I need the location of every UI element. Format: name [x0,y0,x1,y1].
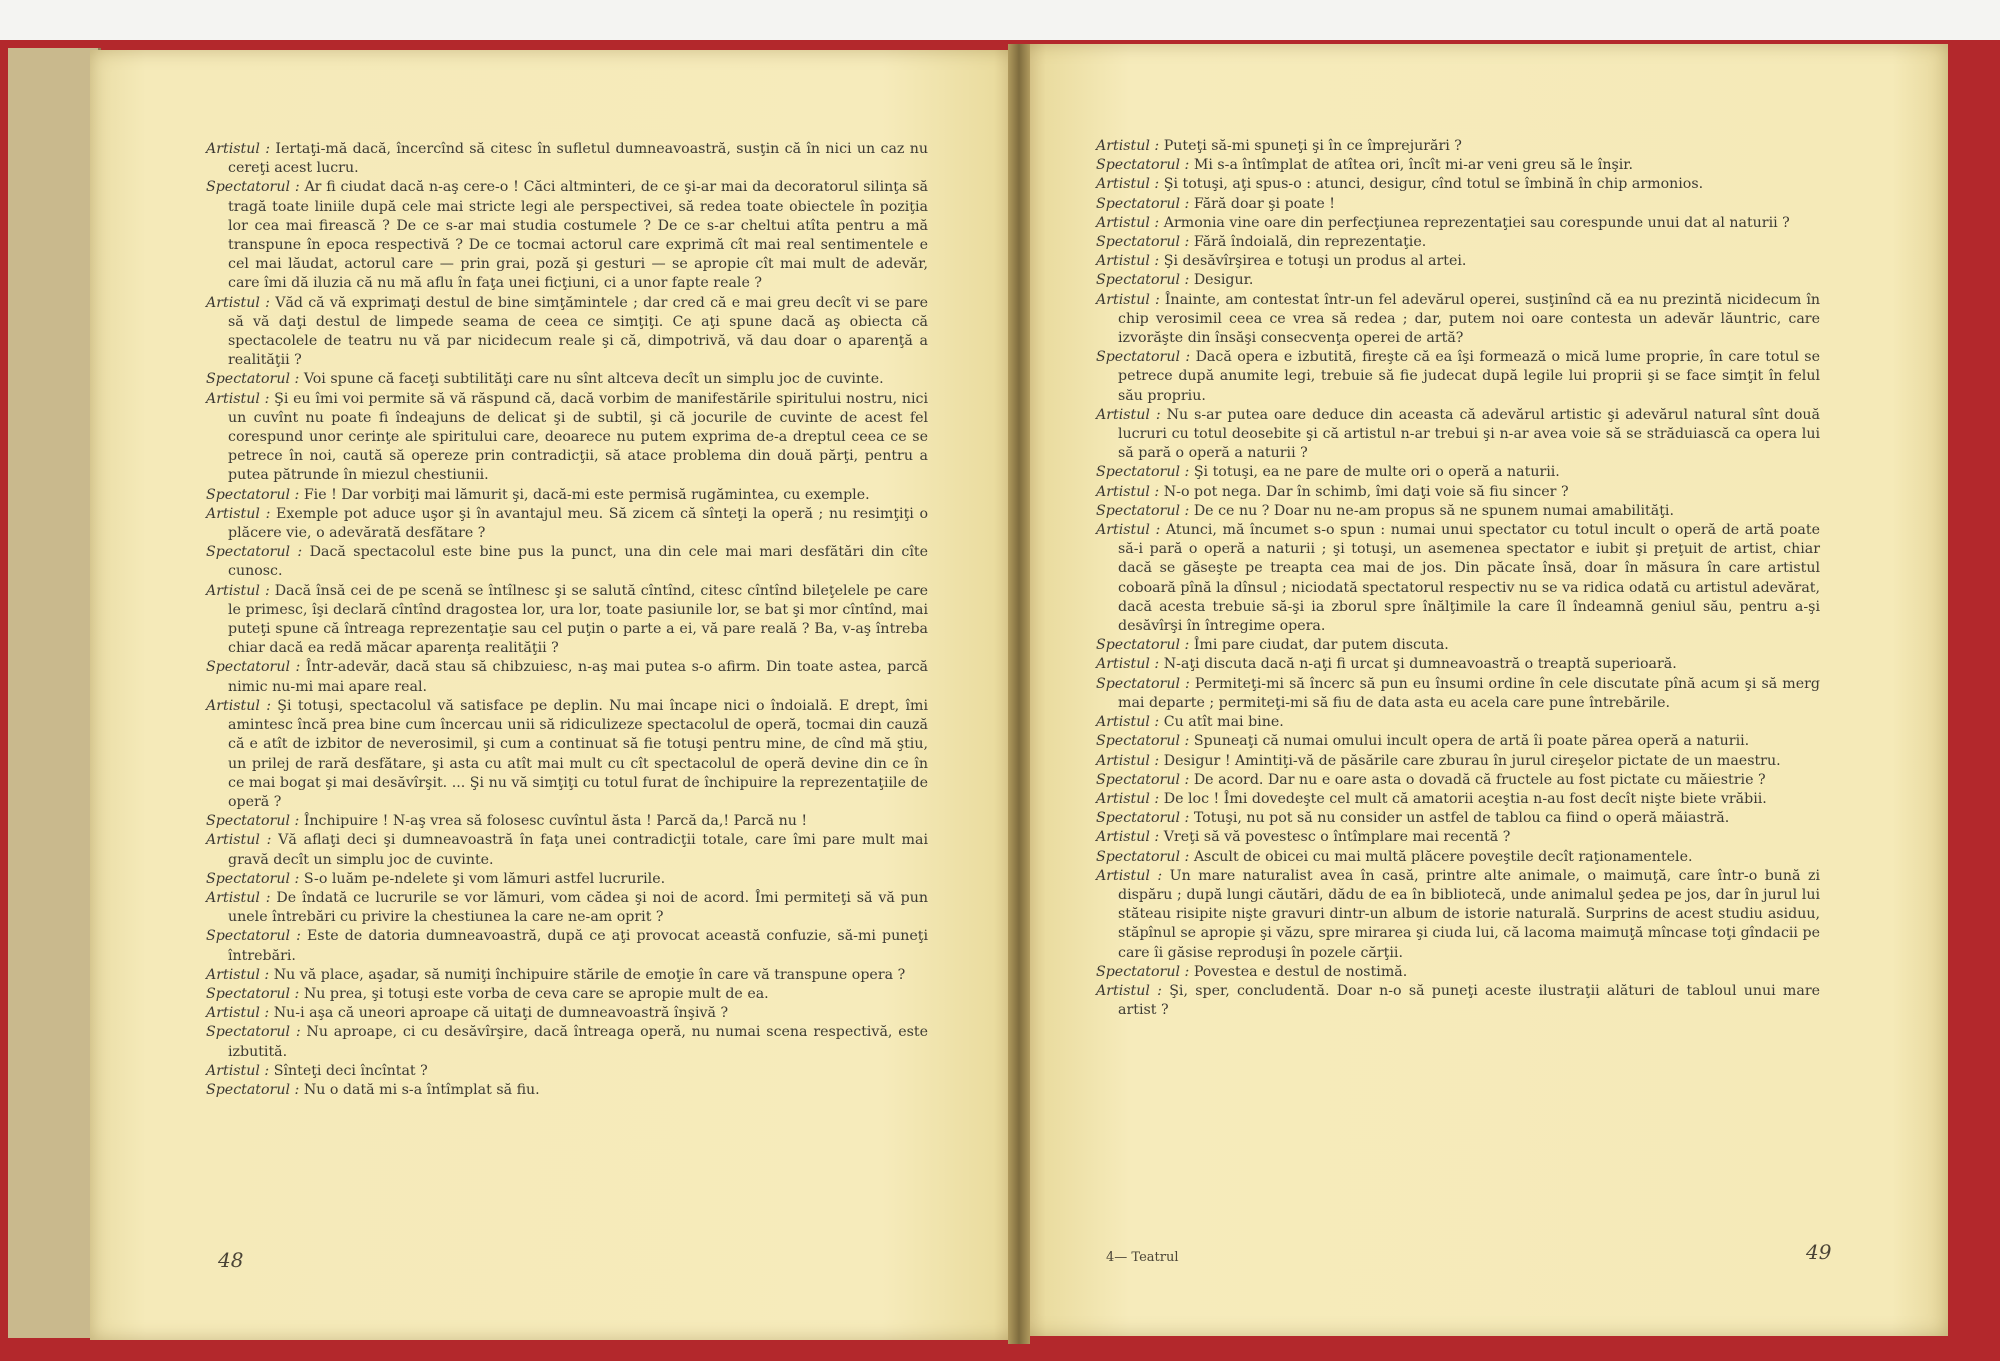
right-page-text [1096,137,1820,1020]
dialogue-text: Voi spune că faceţi subtilităţi care nu sînt altceva decît un simplu joc de cuvinte. [303,371,884,388]
dialogue-paragraph [206,543,928,581]
dialogue-text: Într-adevăr, dacă stau să chibzuiesc, n-aş mai putea s-o afirm. Din toate astea, parcă nimic nu-mi mai apare real. [228,659,929,695]
dialogue-text: Şi eu îmi voi permite să vă răspund că, dacă vorbim de manifestările spiritului nostru, nici un cuvînt nu poate fi îndeajuns de delicat şi de subtil, şi că jocurile de cuvinte de acest fel corespund unor cerinţe ale spiritului care, deoarece nu putem exprima de-a dreptul ceea ce se petrece în noi, caută să opereze prin contradicţii, să atace problema din două părţi, pentru a putea pătrunde în miezul chestiunii. [228,390,928,484]
speaker-label: Artistul : [1096,214,1160,231]
dialogue-text: Şi desăvîrşirea e totuşi un produs al artei. [1163,253,1467,270]
speaker-label: Artistul : [1096,714,1160,731]
speaker-label: Artistul : [1096,867,1163,884]
speaker-label: Spectatorul : [206,486,300,503]
dialogue-text: Dacă însă cei de pe scenă se întîlnesc şi se salută cîntînd, citesc cîntînd bileţelele pe care le primesc, îşi declară cîntînd dragostea lor, ura lor, toate pasiunile lor, se bat şi mor cîntînd, mai puteţi spune că întreaga reprezentaţie sau cel puţin o parte a ei, vă pare reală ? Ba, v-aş întreba chiar dacă ea redă măcar aparenţa realităţii ? [228,582,929,657]
dialogue-paragraph [1096,963,1820,982]
speaker-label: Spectatorul : [1096,195,1190,212]
dialogue-paragraph [206,486,928,505]
dialogue-paragraph [206,505,928,543]
dialogue-paragraph [1096,483,1820,502]
page-edges [8,48,101,1338]
speaker-label: Spectatorul : [206,870,300,887]
speaker-label: Artistul : [206,966,270,983]
dialogue-paragraph [206,985,928,1004]
speaker-label: Spectatorul : [1096,771,1190,788]
dialogue-paragraph [1096,655,1820,674]
dialogue-text: Şi totuşi, spectacolul vă satisface pe deplin. Nu mai încape nici o îndoială. E drept, îmi amintesc încă prea bine cum încercau unii să ridiculizeze spectacolul de operă, tocmai din cauză că e atît de izbitor de neverosimil, şi cum a continuat să fie totuşi pentru mine, de cînd mă ştiu, un prilej de rară desfătare, şi asta cu atît mai mult cu cît spectacolul de operă devine din ce în ce mai bogat şi mai desăvîrşit. ... Şi nu vă simţiţi cu totul furat de închipuire la reprezentaţiile de operă ? [228,697,928,810]
dialogue-text: N-aţi discuta dacă n-aţi fi urcat şi dumneavoastră o treaptă superioară. [1163,656,1677,673]
speaker-label: Spectatorul : [206,985,300,1002]
speaker-label: Spectatorul : [1096,272,1190,289]
speaker-label: Spectatorul : [206,179,300,196]
speaker-label: Spectatorul : [1096,157,1190,174]
dialogue-text: Şi totuşi, ea ne pare de multe ori o operă a naturii. [1193,464,1560,481]
dialogue-text: De ce nu ? Doar nu ne-am propus să ne spunem numai amabilităţi. [1193,502,1674,519]
dialogue-paragraph [1096,713,1820,732]
dialogue-paragraph [206,140,928,178]
dialogue-paragraph [1096,867,1820,963]
dialogue-paragraph [206,582,928,659]
dialogue-text: De loc ! Îmi dovedeşte cel mult că amatorii aceştia n-au fost decît nişte biete vrăbii. [1163,790,1767,807]
speaker-label: Spectatorul : [206,659,301,676]
dialogue-text: Dacă spectacolul este bine pus la punct, una din cele mai mari desfătări din cîte cunosc. [228,544,929,580]
dialogue-text: Vă aflaţi deci şi dumneavoastră în faţa unei contradicţii totale, care îmi pare mult mai gravă decît un simplu joc de cuvinte. [228,832,928,868]
left-page-text [206,140,928,1100]
dialogue-text: Fie ! Dar vorbiţi mai lămurit şi, dacă-mi este permisă rugămintea, cu exemple. [303,486,870,503]
dialogue-text: Ar fi ciudat dacă n-aş cere-o ! Căci altminteri, de ce şi-ar mai da decoratorul silinţa să tragă toate liniile după cele mai stricte legi ale perspectivei, să redea toate obiectele în poziţia lor cea mai firească ? De ce s-ar mai studia costumele ? De ce s-ar cheltui atîta pentru a mă transpune în epoca respectivă ? De ce tocmai actorul care exprimă cît mai real sentimentele e cel mai lăudat, actorul care — prin grai, poză şi gesturi — se apropie cît mai mult de adevăr, care îmi dă iluzia că nu mă aflu în faţa unei ficţiuni, ci a unor fapte reale ? [228,179,929,292]
dialogue-text: De acord. Dar nu e oare asta o dovadă că fructele au fost pictate cu măiestrie ? [1193,771,1766,788]
dialogue-paragraph [1096,848,1820,867]
dialogue-paragraph [1096,252,1820,271]
dialogue-text: Iertaţi-mă dacă, încercînd să citesc în sufletul dumneavoastră, susţin că în nici un caz nu cereţi acest lucru. [228,141,928,177]
speaker-label: Spectatorul : [206,1024,301,1041]
speaker-label: Artistul : [1096,829,1160,846]
dialogue-text: Spuneaţi că numai omului incult opera de artă îi poate părea operă a naturii. [1193,733,1750,750]
dialogue-text: Este de datoria dumneavoastră, după ce aţi provocat această confuzie, să-mi puneţi întrebări. [228,928,929,964]
speaker-label: Spectatorul : [1096,848,1190,865]
dialogue-text: Puteţi să-mi spuneţi şi în ce împrejurări ? [1163,138,1462,154]
dialogue-paragraph [1096,636,1820,655]
dialogue-text: Nu s-ar putea oare deduce din aceasta că adevărul artistic şi adevărul natural sînt două lucruri cu totul deosebite şi că artistul n-ar trebui şi n-ar avea voie să se străduiască ca opera lui să pară o operă a naturii ? [1118,406,1820,462]
dialogue-paragraph [206,1023,928,1061]
speaker-label: Artistul : [206,889,271,906]
dialogue-paragraph [206,697,928,812]
page-number-left: 48 [218,1248,244,1272]
speaker-label: Artistul : [206,697,271,714]
speaker-label: Spectatorul : [1096,810,1190,827]
dialogue-paragraph [206,178,928,293]
dialogue-paragraph [1096,982,1820,1020]
dialogue-paragraph [1096,463,1820,482]
speaker-label: Spectatorul : [1096,464,1190,481]
dialogue-paragraph [206,889,928,927]
speaker-label: Spectatorul : [206,928,301,945]
dialogue-text: Nu o dată mi s-a întîmplat să fiu. [303,1081,540,1098]
speaker-label: Artistul : [1096,790,1160,807]
dialogue-text: Şi, sper, concludentă. Doar n-o să puneţi aceste ilustraţii alături de tabloul unui mare artist ? [1118,982,1821,1019]
dialogue-paragraph [206,1081,928,1100]
dialogue-paragraph [206,1062,928,1081]
dialogue-paragraph [206,812,928,831]
dialogue-text: Armonia vine oare din perfecţiunea reprezentaţiei sau corespunde unui dat al naturii ? [1163,214,1790,231]
dialogue-paragraph [1096,521,1820,636]
speaker-label: Spectatorul : [206,1081,300,1098]
dialogue-paragraph [1096,214,1820,233]
speaker-label: Artistul : [206,1062,270,1079]
dialogue-text: Fără îndoială, din reprezentaţie. [1193,234,1427,251]
dialogue-paragraph [206,966,928,985]
dialogue-paragraph [206,927,928,965]
dialogue-paragraph [206,831,928,869]
speaker-label: Artistul : [206,832,272,849]
dialogue-paragraph [206,294,928,371]
speaker-label: Spectatorul : [206,813,300,830]
dialogue-text: Desigur. [1193,272,1254,289]
dialogue-text: Îmi pare ciudat, dar putem discuta. [1193,637,1449,654]
speaker-label: Artistul : [1096,291,1160,308]
dialogue-paragraph [1096,732,1820,751]
dialogue-paragraph [1096,195,1820,214]
dialogue-paragraph [1096,175,1820,194]
dialogue-text: N-o pot nega. Dar în schimb, îmi daţi voie să fiu sincer ? [1163,483,1569,500]
dialogue-paragraph [206,870,928,889]
speaker-label: Artistul : [206,505,271,522]
dialogue-paragraph [206,370,928,389]
speaker-label: Spectatorul : [1096,963,1190,980]
dialogue-text: Nu aproape, ci cu desăvîrşire, dacă întreaga operă, nu numai scena respectivă, este izbutită. [228,1024,929,1060]
dialogue-paragraph [206,390,928,486]
dialogue-paragraph [1096,752,1820,771]
dialogue-text: Totuşi, nu pot să nu consider un astfel de tablou ca fiind o operă măiastră. [1193,810,1730,827]
speaker-label: Artistul : [1096,406,1161,423]
running-footer: 4— Teatrul [1106,1250,1179,1265]
speaker-label: Spectatorul : [206,544,303,561]
dialogue-paragraph [1096,828,1820,847]
dialogue-text: Văd că vă exprimaţi destul de bine simţămintele ; dar cred că e mai greu decît vi se pare să vă daţi destul de limpede seama de ceea ce simţiţi. Ce aţi spune dacă aş obiecta că spectacolele de teatru nu vă par nicidecum reale şi că, dimpotrivă, vă dau doar o aparenţă a realităţii ? [228,294,929,369]
speaker-label: Artistul : [206,390,270,407]
dialogue-text: Povestea e destul de nostimă. [1193,963,1408,980]
dialogue-paragraph [1096,790,1820,809]
speaker-label: Artistul : [206,141,271,157]
speaker-label: Spectatorul : [1096,349,1191,366]
speaker-label: Artistul : [206,582,270,599]
dialogue-paragraph [1096,233,1820,252]
speaker-label: Spectatorul : [1096,234,1190,251]
dialogue-text: Închipuire ! N-aş vrea să folosesc cuvîntul ăsta ! Parcă da,! Parcă nu ! [303,813,808,830]
dialogue-text: Mi s-a întîmplat de atîtea ori, încît mi-ar veni greu să le înşir. [1193,157,1634,174]
dialogue-paragraph [1096,271,1820,290]
dialogue-text: Desigur ! Amintiţi-vă de păsările care zburau în jurul cireşelor pictate de un maestru. [1163,752,1781,769]
dialogue-paragraph [1096,291,1820,349]
speaker-label: Artistul : [1096,176,1160,193]
book-gutter [1008,44,1030,1344]
dialogue-text: Nu vă place, aşadar, să numiţi închipuire stările de emoţie în care vă transpune opera ? [273,966,906,983]
dialogue-text: Exemple pot aduce uşor şi în avantajul meu. Să zicem că sînteţi la operă ; nu resimţiţi o plăcere vie, o adevărată desfătare ? [228,505,929,542]
dialogue-text: Atunci, mă încumet s-o spun : numai unui spectator cu totul incult o operă de artă poate să-i pară o operă a naturii ; şi totuşi, un asemenea spectator e iubit şi preţuit de artist, chiar dacă se găseşte pe treapta cea mai de jos. Din păcate însă, doar în măsura în care artistul coboară pînă la dînsul ; niciodată spectatorul respectiv nu se va ridica odată cu artistul adevărat, dacă acesta trebuie să-şi ia zborul spre înălţimile la care îl îndeamnă geniul său, pentru a-şi desăvîrşi în întregime opera. [1118,522,1820,635]
dialogue-paragraph [206,1004,928,1023]
dialogue-text: Un mare naturalist avea în casă, printre alte animale, o maimuţă, care într-o bună zi dispăru ; după lungi căutări, dădu de ea în bibliotecă, unde animalul şedea pe jos, dar în jurul lui stăteau risipite nişte gravuri dintr-un album de istorie naturală. Surprins de acest studiu asiduu, stăpînul se apropie şi văzu, spre mirarea şi ciuda lui, că lacoma maimuţă mîncase toţi gîndacii pe care îi găsise reproduşi în pozele cărţii. [1118,867,1821,961]
dialogue-paragraph [1096,771,1820,790]
page-number-right: 49 [1806,1240,1832,1264]
speaker-label: Artistul : [1096,752,1160,769]
dialogue-paragraph [206,658,928,696]
speaker-label: Artistul : [1096,138,1160,154]
dialogue-paragraph [1096,675,1820,713]
speaker-label: Artistul : [206,1005,270,1022]
speaker-label: Spectatorul : [206,371,300,388]
dialogue-text: Ascult de obicei cu mai multă plăcere poveştile decît raţionamentele. [1193,848,1693,865]
dialogue-text: Şi totuşi, aţi spus-o : atunci, desigur, cînd totul se îmbină în chip armonios. [1163,176,1704,193]
dialogue-text: Cu atît mai bine. [1163,714,1284,731]
dialogue-text: Înainte, am contestat într-un fel adevărul operei, susţinînd că ea nu prezintă nicidecum în chip verosimil ceea ce vrea să redea ; dar, putem noi oare contesta un adevăr lăuntric, care izvorăşte din însăşi consecvenţa operei de artă? [1118,291,1821,347]
speaker-label: Artistul : [206,294,270,311]
dialogue-text: Fără doar şi poate ! [1193,195,1335,212]
speaker-label: Artistul : [1096,483,1160,500]
dialogue-paragraph [1096,156,1820,175]
dialogue-paragraph [1096,809,1820,828]
speaker-label: Artistul : [1096,982,1162,999]
dialogue-text: De îndată ce lucrurile se vor lămuri, vom cădea şi noi de acord. Îmi permiteţi să vă pun unele întrebări cu privire la chestiunea la care ne-am oprit ? [228,889,928,926]
dialogue-text: S-o luăm pe-ndelete şi vom lămuri astfel lucrurile. [303,870,666,887]
dialogue-text: Nu-i aşa că uneori aproape că uitaţi de dumneavoastră înşivă ? [273,1005,729,1022]
speaker-label: Artistul : [1096,253,1160,270]
dialogue-paragraph [1096,348,1820,406]
dialogue-text: Nu prea, şi totuşi este vorba de ceva care se apropie mult de ea. [303,985,769,1002]
dialogue-paragraph [1096,502,1820,521]
speaker-label: Spectatorul : [1096,502,1190,519]
dialogue-text: Vreţi să vă povestesc o întîmplare mai recentă ? [1163,829,1511,846]
speaker-label: Spectatorul : [1096,637,1190,654]
speaker-label: Artistul : [1096,522,1161,539]
speaker-label: Artistul : [1096,656,1160,673]
speaker-label: Spectatorul : [1096,675,1190,692]
dialogue-text: Dacă opera e izbutită, fireşte că ea îşi formează o mică lume proprie, în care totul se petrece după anumite legi, trebuie să fie judecat după legile lui proprii şi se face simţit în felul său propriu. [1118,349,1820,404]
dialogue-text: Permiteţi-mi să încerc să pun eu însumi ordine în cele discutate pînă acum şi să merg mai departe ; permiteţi-mi să fiu de data asta eu acela care pune întrebările. [1118,675,1820,711]
speaker-label: Spectatorul : [1096,733,1190,750]
dialogue-paragraph [1096,406,1820,464]
dialogue-paragraph [1096,137,1820,156]
dialogue-text: Sînteţi deci încîntat ? [273,1062,428,1079]
